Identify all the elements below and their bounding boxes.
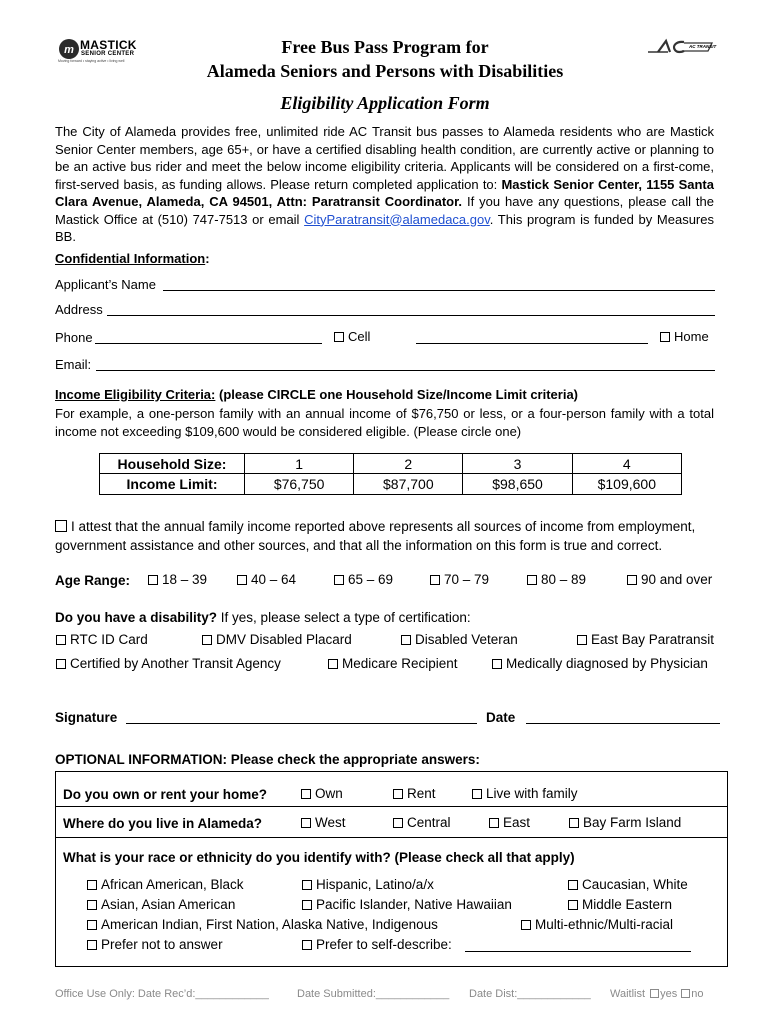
race-checkbox[interactable]	[521, 920, 531, 930]
central-checkbox[interactable]	[393, 818, 403, 828]
age-checkbox[interactable]	[334, 575, 344, 585]
east-option[interactable]	[489, 815, 530, 830]
home-label: Home	[674, 329, 709, 344]
email-label: Email:	[55, 357, 92, 372]
age-option-label: 90 and over	[641, 572, 713, 587]
disability-question-text: Do you have a disability?	[55, 610, 218, 625]
phone-field[interactable]	[95, 343, 322, 344]
disability-option-label: DMV Disabled Placard	[216, 632, 352, 647]
applicant-name-field[interactable]	[163, 290, 715, 291]
waitlist-no-label: no	[691, 988, 704, 1000]
waitlist-yes-label: yes	[660, 988, 678, 1000]
live-with-family-label: Live with family	[486, 786, 578, 801]
disability-dmv-placard[interactable]	[202, 632, 352, 647]
disability-checkbox[interactable]	[492, 659, 502, 669]
cell-option[interactable]	[334, 329, 370, 344]
race-option-label: Caucasian, White	[582, 877, 688, 892]
race-checkbox[interactable]	[568, 900, 578, 910]
west-option[interactable]	[301, 815, 346, 830]
income-limit-label: Income Limit:	[100, 474, 245, 495]
ac-transit-logo-text: AC TRANSIT	[689, 44, 717, 49]
date-label: Date	[486, 710, 516, 725]
return-address: Mastick Senior Center, 1155 Santa Clara Avenue, Alameda, CA 94501, Attn: Paratransit Coordinator.	[55, 176, 714, 209]
live-question: Where do you live in Alameda?	[63, 816, 263, 831]
disability-option-label: Medically diagnosed by Physician	[506, 656, 708, 671]
race-american-indian[interactable]	[87, 917, 438, 932]
disability-option-label: RTC ID Card	[70, 632, 148, 647]
race-checkbox[interactable]	[568, 880, 578, 890]
disability-east-bay-paratransit[interactable]	[577, 632, 714, 647]
household-size-3[interactable]: 3	[463, 454, 572, 474]
cell-label: Cell	[348, 329, 371, 344]
race-option-label: Prefer not to answer	[101, 937, 223, 952]
form-subtitle: Eligibility Application Form	[280, 93, 490, 113]
disability-question	[55, 610, 471, 625]
attest-text: I attest that the annual family income reported above represents all sources of income from employment, government assistance and other sources, and that all the information on this form is true and correct.	[55, 519, 696, 553]
race-checkbox[interactable]	[302, 940, 312, 950]
signature-field[interactable]	[126, 723, 477, 724]
age-option-18-39[interactable]	[148, 572, 207, 587]
household-size-1[interactable]: 1	[245, 454, 354, 474]
race-self-describe[interactable]	[302, 937, 452, 952]
race-option-label: Pacific Islander, Native Hawaiian	[316, 897, 512, 912]
svg-text:m: m	[64, 44, 74, 56]
age-range-label: Age Range:	[55, 573, 131, 588]
race-multi-ethnic[interactable]	[521, 917, 673, 932]
race-option-label: African American, Black	[101, 877, 244, 892]
footer-waitlist	[610, 988, 704, 1000]
disability-other-agency[interactable]	[56, 656, 281, 671]
office-use-footer	[55, 988, 269, 1000]
household-size-label: Household Size:	[100, 454, 245, 474]
race-option-label: American Indian, First Nation, Alaska Native, Indigenous	[101, 917, 438, 932]
mastick-logo-sub: SENIOR CENTER	[81, 51, 135, 57]
form-title-line2: Alameda Seniors and Persons with Disabilities	[206, 61, 564, 81]
age-option-65-69[interactable]	[334, 572, 393, 587]
west-label: West	[315, 815, 346, 830]
disability-checkbox[interactable]	[56, 635, 66, 645]
race-pacific-islander[interactable]	[302, 897, 512, 912]
home-checkbox[interactable]	[660, 332, 670, 342]
household-size-2[interactable]: 2	[354, 454, 463, 474]
race-hispanic[interactable]	[302, 877, 434, 892]
email-link[interactable]: CityParatransit@alamedaca.gov	[304, 211, 490, 227]
disability-option-label: Disabled Veteran	[415, 632, 518, 647]
age-checkbox[interactable]	[237, 575, 247, 585]
form-title-line1: Free Bus Pass Program for	[281, 37, 489, 57]
intro-text-3: . This program is funded by Measures BB.	[55, 211, 714, 244]
age-checkbox[interactable]	[527, 575, 537, 585]
age-option-70-79[interactable]	[430, 572, 489, 587]
age-checkbox[interactable]	[627, 575, 637, 585]
phone-label: Phone	[55, 330, 93, 345]
footer-date-submitted: Date Submitted:____________	[297, 988, 450, 1000]
optional-divider-1	[55, 806, 728, 807]
race-checkbox[interactable]	[302, 900, 312, 910]
race-option-label: Middle Eastern	[582, 897, 673, 912]
income-example: For example, a one-person family with an annual income of $76,750 or less, or a four-person family with a total income not exceeding $109,600 would be considered eligible. (Please circle one)	[55, 406, 714, 439]
disability-checkbox[interactable]	[202, 635, 212, 645]
income-limit-3[interactable]: $98,650	[463, 474, 572, 495]
phone-field-2[interactable]	[416, 343, 648, 344]
household-size-4[interactable]: 4	[572, 454, 681, 474]
disability-option-label: East Bay Paratransit	[591, 632, 715, 647]
live-with-family-option[interactable]	[472, 786, 578, 801]
race-checkbox[interactable]	[87, 940, 97, 950]
applicant-name-label: Applicant’s Name	[55, 277, 156, 292]
rent-option[interactable]	[393, 786, 436, 801]
own-option[interactable]	[301, 786, 343, 801]
bay-farm-option[interactable]	[569, 815, 681, 830]
confidential-heading-text: Confidential Information	[55, 251, 206, 266]
central-option[interactable]	[393, 815, 451, 830]
confidential-heading	[55, 251, 210, 266]
income-limit-2[interactable]: $87,700	[354, 474, 463, 495]
mastick-logo-tagline: Moving forward • staying active • living well	[58, 59, 125, 63]
race-option-label: Hispanic, Latino/a/x	[316, 877, 434, 892]
intro-text-2: If you have any questions, please call the Mastick Office at (510) 747-7513 or email	[55, 194, 714, 227]
disability-veteran[interactable]	[401, 632, 518, 647]
disability-rtc-id[interactable]	[56, 632, 148, 647]
race-option-label: Asian, Asian American	[101, 897, 236, 912]
age-option-label: 40 – 64	[251, 572, 297, 587]
disability-checkbox[interactable]	[56, 659, 66, 669]
west-checkbox[interactable]	[301, 818, 311, 828]
attest-checkbox[interactable]	[55, 520, 67, 532]
mastick-logo-name: MASTICK	[80, 38, 137, 52]
disability-option-label: Certified by Another Transit Agency	[70, 656, 281, 671]
race-checkbox[interactable]	[87, 880, 97, 890]
race-option-label: Multi-ethnic/Multi-racial	[535, 917, 674, 932]
age-checkbox[interactable]	[148, 575, 158, 585]
rent-label: Rent	[407, 786, 436, 801]
disability-medicare[interactable]	[328, 656, 458, 671]
signature-label: Signature	[55, 710, 118, 725]
own-rent-question: Do you own or rent your home?	[63, 787, 268, 802]
disability-checkbox[interactable]	[328, 659, 338, 669]
rent-checkbox[interactable]	[393, 789, 403, 799]
disability-checkbox[interactable]	[577, 635, 587, 645]
cell-checkbox[interactable]	[334, 332, 344, 342]
race-question: What is your race or ethnicity do you identify with? (Please check all that apply)	[63, 850, 575, 865]
race-middle-eastern[interactable]	[568, 897, 672, 912]
race-caucasian[interactable]	[568, 877, 688, 892]
race-checkbox[interactable]	[87, 900, 97, 910]
age-option-label: 65 – 69	[348, 572, 394, 587]
confidential-heading-colon: :	[205, 251, 210, 266]
race-african-american[interactable]	[87, 877, 244, 892]
address-label: Address	[55, 302, 103, 317]
income-limit-1[interactable]: $76,750	[245, 474, 354, 495]
live-with-family-checkbox[interactable]	[472, 789, 482, 799]
race-checkbox[interactable]	[302, 880, 312, 890]
race-prefer-not[interactable]	[87, 937, 223, 952]
intro-paragraph	[55, 123, 714, 246]
footer-date-dist: Date Dist:____________	[469, 988, 591, 1000]
date-field[interactable]	[526, 723, 720, 724]
age-option-80-89[interactable]	[527, 572, 586, 587]
age-option-40-64[interactable]	[237, 572, 296, 587]
income-heading-text: Income Eligibility Criteria:	[55, 387, 216, 402]
age-option-label: 80 – 89	[541, 572, 587, 587]
age-option-90-over[interactable]	[627, 572, 712, 587]
disability-checkbox[interactable]	[401, 635, 411, 645]
age-option-label: 18 – 39	[162, 572, 208, 587]
optional-divider-2	[55, 837, 728, 838]
disability-physician[interactable]	[492, 656, 708, 671]
income-heading	[55, 387, 578, 402]
race-asian[interactable]	[87, 897, 235, 912]
waitlist-yes-checkbox[interactable]	[650, 989, 659, 998]
waitlist-no-checkbox[interactable]	[681, 989, 690, 998]
income-table	[99, 453, 682, 495]
intro-text-1: The City of Alameda provides free, unlimited ride AC Transit bus passes to Alameda residents who are Mastick Senior Center members, age 65+, or have a certified disabling health condition, are currently active or planning to be an active bus rider and meet the below income eligibility criteria. Applicants will be considered on a first-come, first-served basis, as funding allows. Please return completed application to:	[55, 124, 714, 192]
east-checkbox[interactable]	[489, 818, 499, 828]
attest-section	[55, 517, 720, 555]
home-option[interactable]	[660, 329, 709, 344]
office-use-date-recd: Office Use Only: Date Rec’d:____________	[55, 988, 269, 1000]
east-label: East	[503, 815, 531, 830]
race-option-label: Prefer to self-describe:	[316, 937, 452, 952]
optional-heading: OPTIONAL INFORMATION: Please check the appropriate answers:	[55, 752, 480, 767]
waitlist-label: Waitlist	[610, 988, 646, 1000]
own-label: Own	[315, 786, 343, 801]
self-describe-field[interactable]	[465, 951, 691, 952]
central-label: Central	[407, 815, 451, 830]
age-checkbox[interactable]	[430, 575, 440, 585]
age-option-label: 70 – 79	[444, 572, 490, 587]
bay-farm-label: Bay Farm Island	[583, 815, 682, 830]
income-limit-4[interactable]: $109,600	[572, 474, 681, 495]
disability-note: If yes, please select a type of certification:	[217, 610, 471, 625]
own-checkbox[interactable]	[301, 789, 311, 799]
income-heading-note: (please CIRCLE one Household Size/Income Limit criteria)	[215, 387, 579, 402]
email-field[interactable]	[96, 370, 715, 371]
address-field[interactable]	[107, 315, 715, 316]
bay-farm-checkbox[interactable]	[569, 818, 579, 828]
race-checkbox[interactable]	[87, 920, 97, 930]
disability-option-label: Medicare Recipient	[342, 656, 458, 671]
